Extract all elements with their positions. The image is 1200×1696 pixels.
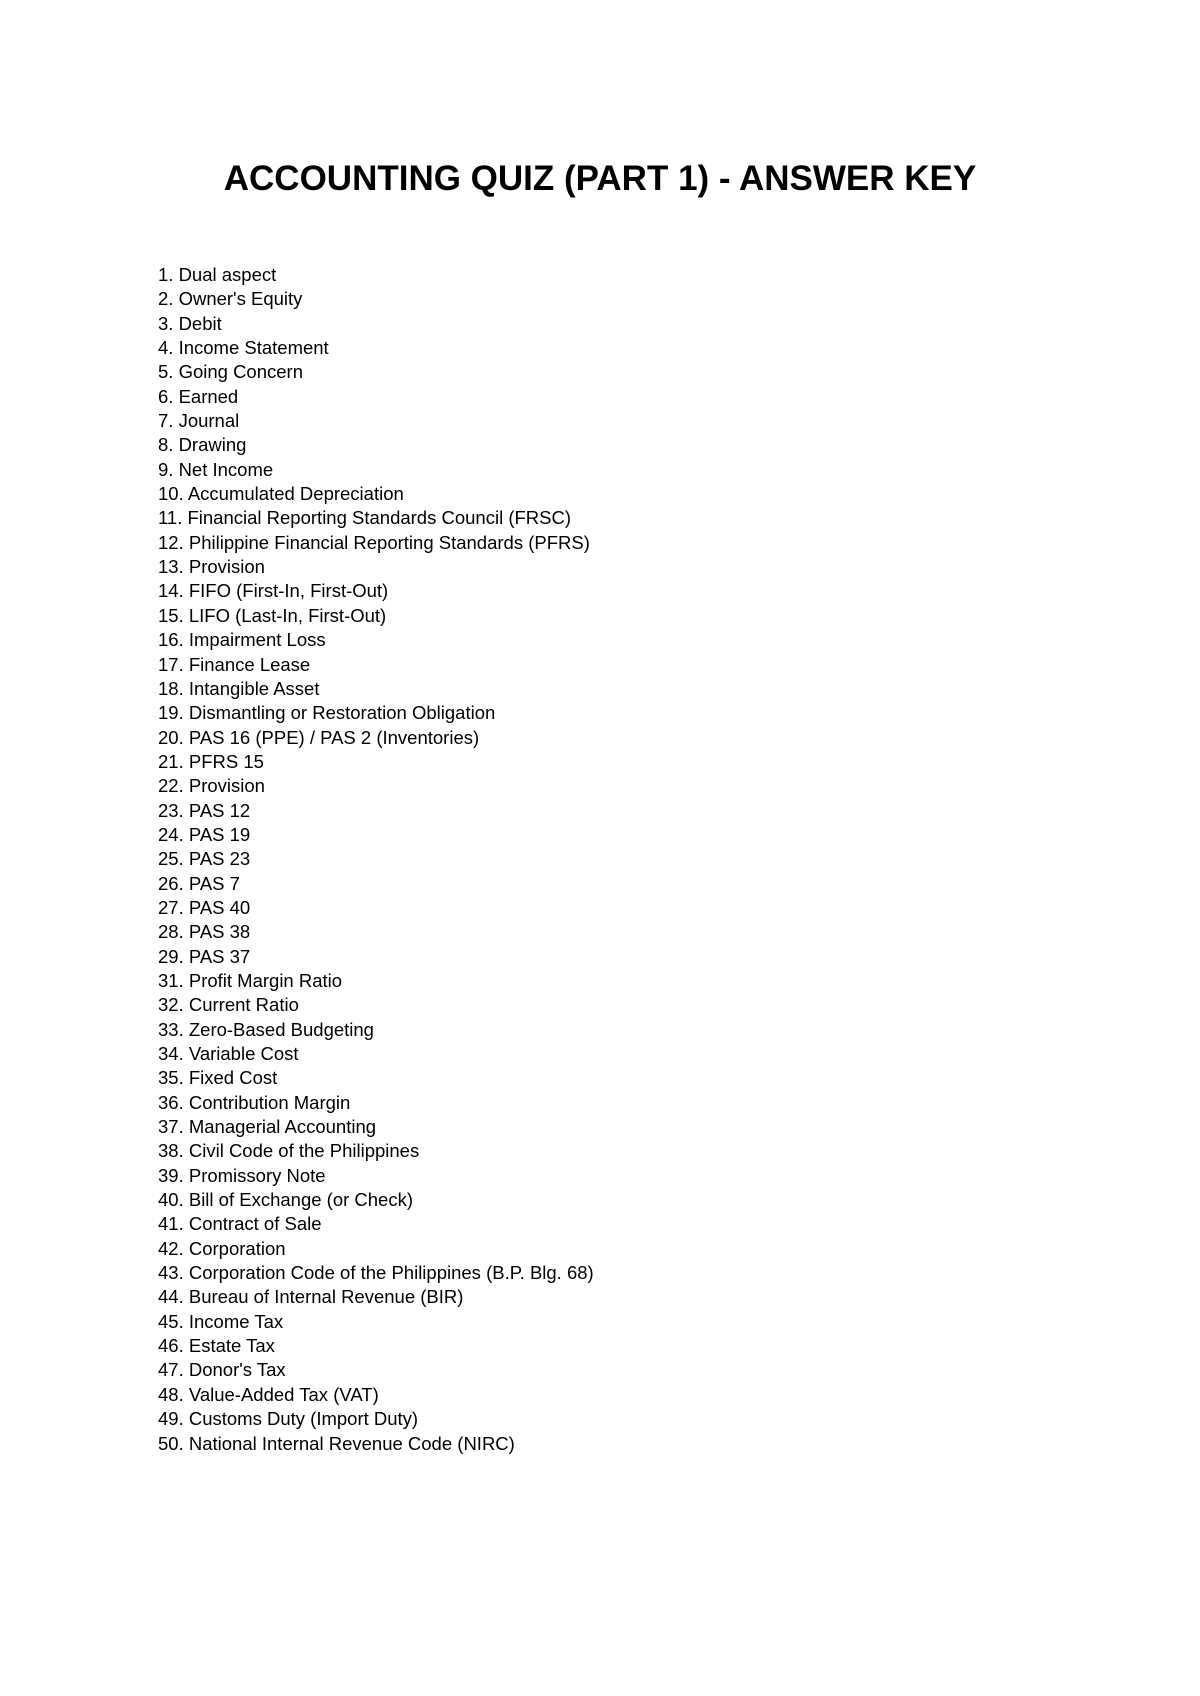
list-item: 26. PAS 7 [158,872,240,894]
list-item: 33. Zero-Based Budgeting [158,1018,374,1040]
list-item: 1. Dual aspect [158,264,277,285]
list-item: 37. Managerial Accounting [158,1116,377,1138]
list-item: 2. Owner's Equity [158,288,303,310]
list-item: 42. Corporation [158,1237,286,1259]
list-item: 50. National Internal Revenue Code (NIRC) [158,1432,515,1454]
list-item: 35. Fixed Cost [158,1067,278,1089]
list-item: 27. PAS 40 [158,896,251,918]
list-item: 23. PAS 12 [158,799,251,821]
list-item: 29. PAS 37 [158,945,251,967]
list-item: 17. Finance Lease [158,653,311,675]
list-item: 46. Estate Tax [158,1335,275,1357]
list-item: 11. Financial Reporting Standards Council (FRSC) [158,507,572,529]
list-item: 49. Customs Duty (Import Duty) [158,1408,419,1430]
list-item: 12. Philippine Financial Reporting Standards (PFRS) [158,531,590,553]
list-item: 6. Earned [158,385,239,407]
list-item: 21. PFRS 15 [158,750,264,772]
list-item: 18. Intangible Asset [158,677,320,699]
document-title: ACCOUNTING QUIZ (PART 1) - ANSWER KEY [223,159,977,198]
list-item: 9. Net Income [158,458,274,480]
list-item: 3. Debit [158,312,222,334]
list-item: 41. Contract of Sale [158,1213,322,1235]
list-item: 4. Income Statement [158,337,329,359]
list-item: 39. Promissory Note [158,1164,326,1186]
list-item: 22. Provision [158,775,265,797]
list-item: 7. Journal [158,410,240,432]
list-item: 15. LIFO (Last-In, First-Out) [158,604,387,626]
list-item: 25. PAS 23 [158,848,251,870]
list-item: 38. Civil Code of the Philippines [158,1140,420,1162]
list-item: 20. PAS 16 (PPE) / PAS 2 (Inventories) [158,726,480,748]
list-item: 44. Bureau of Internal Revenue (BIR) [158,1286,464,1308]
list-item: 5. Going Concern [158,361,304,383]
list-item: 36. Contribution Margin [158,1091,351,1113]
list-item: 48. Value-Added Tax (VAT) [158,1383,379,1405]
list-item: 13. Provision [158,556,265,578]
answer-list [158,263,594,1456]
list-item: 8. Drawing [158,434,247,456]
list-item: 28. PAS 38 [158,921,251,943]
list-item: 10. Accumulated Depreciation [158,483,404,505]
list-item: 32. Current Ratio [158,994,299,1016]
list-item: 16. Impairment Loss [158,629,326,651]
list-item: 47. Donor's Tax [158,1359,286,1381]
list-item: 19. Dismantling or Restoration Obligation [158,702,496,724]
list-item: 24. PAS 19 [158,823,251,845]
list-item: 31. Profit Margin Ratio [158,969,343,991]
list-item: 14. FIFO (First-In, First-Out) [158,580,389,602]
list-item: 34. Variable Cost [158,1043,299,1064]
list-item: 45. Income Tax [158,1310,284,1332]
list-item: 40. Bill of Exchange (or Check) [158,1189,414,1211]
list-item: 43. Corporation Code of the Philippines (B.P. Blg. 68) [158,1262,594,1284]
